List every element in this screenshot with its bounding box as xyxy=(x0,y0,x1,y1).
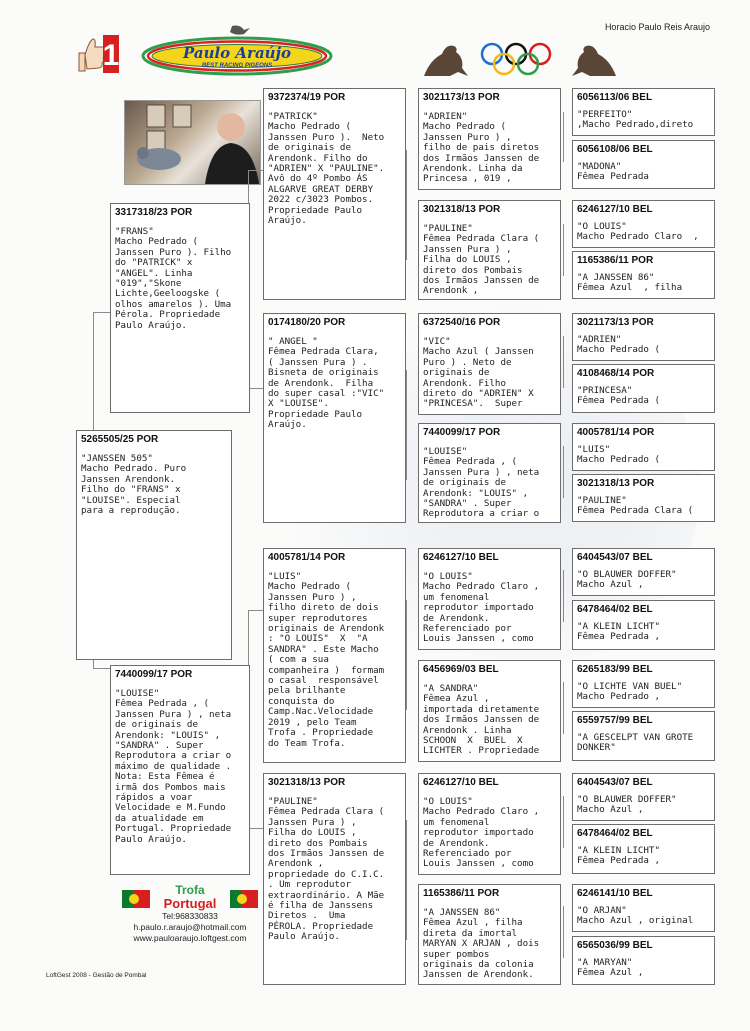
pigeon-description: "O LOUIS" Macho Pedrado Claro , um fenomenal reprodutor importado de Arendonk. Referenciado por Louis Janssen , como xyxy=(423,796,540,870)
pigeon-card-gen3 xyxy=(418,773,561,875)
pigeon-card-gen2 xyxy=(263,88,406,300)
owner-photo xyxy=(124,100,261,185)
ring-number: 6246141/10 BEL xyxy=(577,888,653,899)
pigeon-card-gen3 xyxy=(418,660,561,762)
website-link[interactable]: www.pauloaraujo.loftgest.com xyxy=(133,933,247,943)
ring-number: 3021318/13 POR xyxy=(577,478,655,489)
pigeon-description: "PAULINE" Fêmea Pedrada Clara ( xyxy=(577,495,694,517)
pigeon-description: "PERFEITO" ,Macho Pedrado,direto xyxy=(577,109,694,131)
connector-line xyxy=(248,828,263,829)
pigeon-description: "JANSSEN 505" Macho Pedrado. Puro Janssen Arendonk. Filho do "FRANS" x "LOUISE". Especial para a reprodução. xyxy=(81,453,187,517)
connector-line xyxy=(248,610,263,611)
pigeon-card-gen2 xyxy=(263,773,406,985)
ring-number: 6056113/06 BEL xyxy=(577,92,653,103)
ring-number: 4005781/14 POR xyxy=(577,427,655,438)
ring-number: 5265505/25 POR xyxy=(81,434,159,445)
ring-number: 3021173/13 POR xyxy=(577,317,654,328)
pigeon-card-sire xyxy=(110,203,250,413)
connector-line xyxy=(563,570,564,622)
ring-number: 6559757/99 BEL xyxy=(577,715,653,726)
connector-line xyxy=(563,224,564,276)
pigeon-card-gen3 xyxy=(418,88,561,190)
pigeon-description: " ANGEL " Fêmea Pedrada Clara, ( Janssen Pura ) . Bisneta de originais de Arendonk. Filha do super casal :"VIC" X "LOUISE". Propriedade Paulo Araújo. xyxy=(268,336,385,431)
contact-block xyxy=(120,884,260,950)
pigeon-card-gen4 xyxy=(572,423,715,471)
pigeon-description: "O LOUIS" Macho Pedrado Claro , xyxy=(577,221,699,243)
pigeon-description: "A MARYAN" Fêmea Azul , xyxy=(577,957,644,979)
pigeon-description: "LOUISE" Fêmea Pedrada , ( Janssen Pura ) , neta de originais de Arendonk: "LOUIS" , "SANDRA" . Super Reprodutora a criar o máximo de qualidade . Nota: Esta Fêmea é irmã dos Pombos mais rápidos a voar Velocidade e M.Fundo da atualidade em Portugal. Propriedade Paulo Araújo. xyxy=(115,688,232,845)
connector-line xyxy=(248,388,263,389)
pigeon-description: "A KLEIN LICHT" Fêmea Pedrada , xyxy=(577,845,660,867)
pigeon-description: "O ARJAN" Macho Azul , original xyxy=(577,905,694,927)
pigeon-description: "O LICHTE VAN BUEL" Macho Pedrado , xyxy=(577,681,683,703)
ring-number: 3021173/13 POR xyxy=(423,92,500,103)
pigeon-description: "LUIS" Macho Pedrado ( Janssen Puro ) , filho direto de dois super reprodutores originais de Arendonk : "O LOUIS" X "A SANDRA" . Este Macho ( com a sua companheira ) formam o casal responsável pela brilhante conquista do Camp.Nac.Velocidade 2019 , pelo Team Trofa . Propriedade do Team Trofa. xyxy=(268,571,385,749)
pigeon-card-gen4 xyxy=(572,140,715,189)
connector-line xyxy=(406,150,407,260)
phone-number: Tel:968330833 xyxy=(162,911,218,921)
pigeon-description: "PAULINE" Fêmea Pedrada Clara ( Janssen Pura ) , Filha do LOUIS , direto dos Pombais dos Irmãos Janssen de Arendonk , xyxy=(423,223,540,297)
svg-text:1: 1 xyxy=(102,39,120,72)
pigeon-card-gen4 xyxy=(572,884,715,932)
ring-number: 6404543/07 BEL xyxy=(577,777,653,788)
pigeon-description: "O BLAUWER DOFFER" Macho Azul , xyxy=(577,794,677,816)
connector-line xyxy=(563,446,564,498)
ring-number: 6478464/02 BEL xyxy=(577,828,653,839)
pigeon-description: "A SANDRA" Fêmea Azul , importada diretamente dos Irmãos Janssen de Arendonk . Linha SCHOON X BUEL X LICHTER . Propriedade xyxy=(423,683,540,757)
pigeon-card-gen2 xyxy=(263,313,406,523)
pigeon-card-dam xyxy=(110,665,250,875)
pigeon-description: "A JANSSEN 86" Fêmea Azul , filha xyxy=(577,272,683,294)
pigeon-card-gen4 xyxy=(572,251,715,299)
ring-number: 7440099/17 POR xyxy=(115,669,193,680)
pigeon-card-gen3 xyxy=(418,313,561,415)
ring-number: 6246127/10 BEL xyxy=(423,552,499,563)
pigeon-card-gen4 xyxy=(572,313,715,361)
pigeon-card-gen3 xyxy=(418,548,561,650)
ring-number: 6056108/06 BEL xyxy=(577,144,653,155)
pigeon-description: "ADRIEN" Macho Pedrado ( xyxy=(577,334,660,356)
ring-number: 3021318/13 POR xyxy=(423,204,501,215)
pigeon-card-gen4 xyxy=(572,600,715,650)
ring-number: 6478464/02 BEL xyxy=(577,604,653,615)
pigeon-description: "A KLEIN LICHT" Fêmea Pedrada , xyxy=(577,621,660,643)
pigeon-description: "PAULINE" Fêmea Pedrada Clara ( Janssen Pura ) , Filha do LOUIS , direto dos Pombais dos Irmãos Janssen de Arendonk , propriedade do C.I.C. . Um reprodutor extraordinário. A Mãe é filha de Janssens Diretos . Uma PÉROLA. Propriedade Paulo Araújo. xyxy=(268,796,385,943)
brand-city: Trofa xyxy=(175,883,205,897)
email-link[interactable]: h.paulo.r.araujo@hotmail.com xyxy=(133,922,247,932)
pigeon-description: "PRINCESA" Fêmea Pedrada ( xyxy=(577,385,660,407)
portugal-flag-icon xyxy=(230,890,258,908)
pigeon-description: "MADONA" Fêmea Pedrada xyxy=(577,161,649,183)
connector-line xyxy=(406,600,407,710)
pigeon-description: "O LOUIS" Macho Pedrado Claro , um fenomenal reprodutor importado de Arendonk. Referenciado por Louis Janssen , como xyxy=(423,571,540,645)
pigeon-description: "LUIS" Macho Pedrado ( xyxy=(577,444,660,466)
pigeon-card-gen4 xyxy=(572,773,715,821)
ring-number: 6246127/10 BEL xyxy=(577,204,653,215)
pigeon-card-subject xyxy=(76,430,232,660)
pigeons-olympic-rings-logo xyxy=(420,36,620,82)
ring-number: 7440099/17 POR xyxy=(423,427,501,438)
pigeon-card-gen4 xyxy=(572,824,715,874)
connector-line xyxy=(563,336,564,388)
svg-text:Paulo Araújo: Paulo Araújo xyxy=(182,44,292,62)
ring-number: 6265183/99 BEL xyxy=(577,664,653,675)
software-footer: LoftGest 2008 - Gestão de Pombal xyxy=(46,972,147,979)
connector-line xyxy=(563,906,564,958)
thumbs-up-badge-icon xyxy=(75,33,121,75)
ring-number: 6404543/07 BEL xyxy=(577,552,653,563)
pigeon-card-gen4 xyxy=(572,88,715,136)
pigeon-card-gen4 xyxy=(572,200,715,248)
ring-number: 0174180/20 POR xyxy=(268,317,346,328)
brand-logo xyxy=(140,24,335,76)
connector-line xyxy=(406,370,407,480)
connector-line xyxy=(248,170,263,171)
pigeon-card-gen4 xyxy=(572,711,715,761)
ring-number: 6372540/16 POR xyxy=(423,317,501,328)
pigeon-description: "A JANSSEN 86" Fêmea Azul , filha direta da imortal MARYAN X ARJAN , dois super pombos originais da colonia Janssen de Arendonk. xyxy=(423,907,540,981)
connector-line xyxy=(563,112,564,162)
pigeon-card-gen3 xyxy=(418,423,561,523)
pigeon-card-gen3 xyxy=(418,884,561,985)
ring-number: 9372374/19 POR xyxy=(268,92,346,103)
pigeon-card-gen2 xyxy=(263,548,406,763)
pigeon-description: "LOUISE" Fêmea Pedrada , ( Janssen Pura ) , neta de originais de Arendonk: "LOUIS" , "SANDRA" . Super Reprodutora a criar o xyxy=(423,446,540,520)
connector-line xyxy=(93,668,110,669)
pigeon-description: "VIC" Macho Azul ( Janssen Puro ) . Neto de originais de Arendonk. Filho direto do "ADRIEN" X "PRINCESA". Super xyxy=(423,336,534,410)
svg-text:BEST RACING PIGEONS: BEST RACING PIGEONS xyxy=(201,63,273,69)
ring-number: 3317318/23 POR xyxy=(115,207,193,218)
ring-number: 4108468/14 POR xyxy=(577,368,655,379)
ring-number: 6246127/10 BEL xyxy=(423,777,499,788)
pigeon-card-gen3 xyxy=(418,200,561,300)
ring-number: 4005781/14 POR xyxy=(268,552,346,563)
ring-number: 3021318/13 POR xyxy=(268,777,346,788)
pigeon-card-gen4 xyxy=(572,936,715,985)
pigeon-card-gen4 xyxy=(572,364,715,413)
owner-name: Horacio Paulo Reis Araujo xyxy=(604,22,710,32)
ring-number: 6565036/99 BEL xyxy=(577,940,653,951)
connector-line xyxy=(563,682,564,734)
pigeon-card-gen4 xyxy=(572,548,715,596)
pigeon-description: "ADRIEN" Macho Pedrado ( Janssen Puro ) , filho de pais diretos dos Irmãos Janssen de Arendonk. Linha da Princesa , 019 , xyxy=(423,111,540,185)
ring-number: 6456969/03 BEL xyxy=(423,664,499,675)
pigeon-description: "FRANS" Macho Pedrado ( Janssen Puro ). Filho do "PATRICK" x "ANGEL". Linha "019","Skone Lichte,Geeloogske ( olhos amarelos ). Uma Pérola. Propriedade Paulo Araújo. xyxy=(115,226,232,331)
pigeon-description: "A GESCELPT VAN GROTE DONKER" xyxy=(577,732,694,754)
pigeon-card-gen4 xyxy=(572,660,715,708)
pigeon-card-gen4 xyxy=(572,474,715,522)
portugal-flag-icon xyxy=(122,890,150,908)
pigeon-description: "O BLAUWER DOFFER" Macho Azul , xyxy=(577,569,677,591)
ring-number: 1165386/11 POR xyxy=(423,888,500,899)
connector-line xyxy=(93,312,110,313)
connector-line xyxy=(563,796,564,848)
connector-line xyxy=(406,820,407,940)
ring-number: 1165386/11 POR xyxy=(577,255,654,266)
brand-country: Portugal xyxy=(163,896,217,911)
pigeon-description: "PATRICK" Macho Pedrado ( Janssen Puro ). Neto de originais de Arendonk. Filho do "ADRIEN" X "PAULINE". Avô do 4º Pombo ÁS ALGARVE GREAT DERBY 2022 c/3023 Pombos. Propriedade Paulo Araújo. xyxy=(268,111,385,227)
